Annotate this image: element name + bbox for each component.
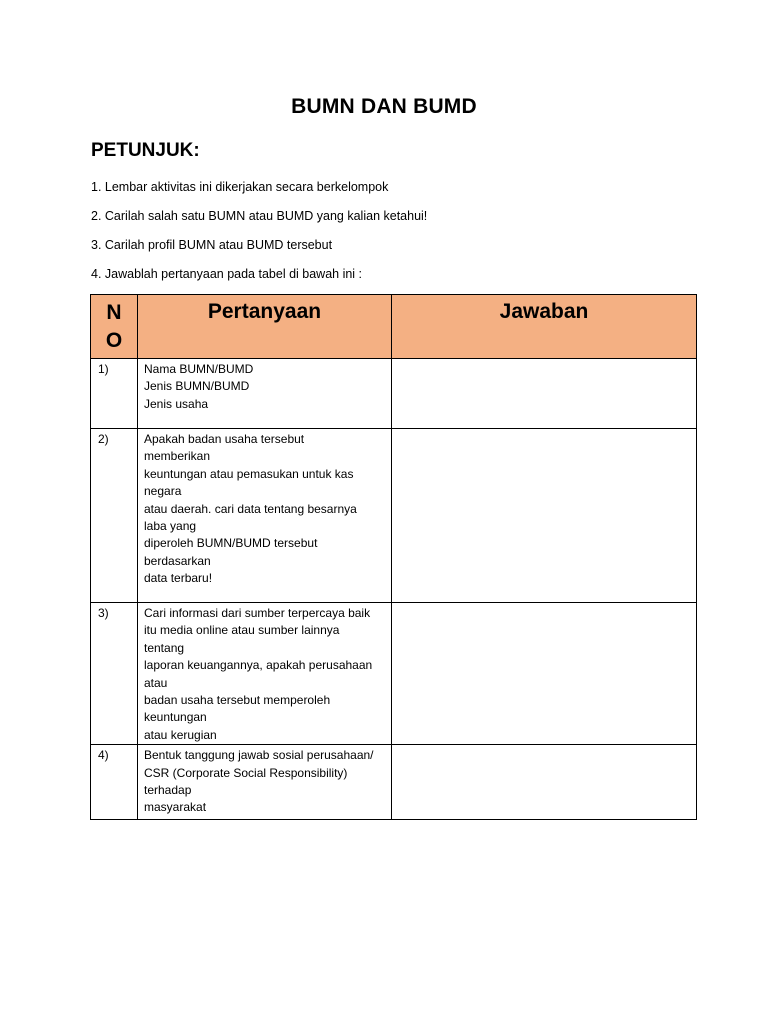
header-answer: Jawaban — [392, 295, 697, 359]
question-line: Jenis usaha — [144, 396, 209, 411]
row-number: 2) — [91, 429, 138, 603]
row-question — [138, 359, 392, 429]
question-line: atau kerugian — [144, 727, 217, 742]
table-row — [91, 359, 697, 429]
question-line: berdasarkan — [144, 553, 211, 568]
table-header-row — [91, 295, 697, 359]
question-line: laba yang — [144, 519, 197, 534]
instruction-1: 1. Lembar aktivitas ini dikerjakan secara berkelompok — [91, 180, 389, 194]
question-table — [90, 294, 697, 820]
answer-cell[interactable] — [392, 745, 697, 820]
row-number: 3) — [91, 603, 138, 745]
question-line: CSR (Corporate Social Responsibility) — [144, 765, 348, 780]
question-line: Bentuk tanggung jawab sosial perusahaan/ — [144, 748, 374, 763]
instruction-4: 4. Jawablah pertanyaan pada tabel di bawah ini : — [91, 267, 363, 281]
question-line: masyarakat — [144, 800, 207, 815]
question-line: tentang — [144, 640, 185, 655]
question-line: Jenis BUMN/BUMD — [144, 379, 250, 394]
answer-cell[interactable] — [392, 429, 697, 603]
header-no-line1: N — [106, 301, 122, 324]
question-line: keuntungan atau pemasukan untuk kas — [144, 466, 354, 481]
row-number: 1) — [91, 359, 138, 429]
header-no — [91, 295, 138, 359]
question-line: memberikan — [144, 449, 211, 464]
row-number: 4) — [91, 745, 138, 820]
header-question: Pertanyaan — [138, 295, 392, 359]
question-line: Nama BUMN/BUMD — [144, 362, 254, 376]
question-line: atau daerah. cari data tentang besarnya — [144, 501, 357, 516]
question-line: data terbaru! — [144, 571, 213, 586]
question-line: laporan keuangannya, apakah perusahaan — [144, 658, 373, 673]
question-line: terhadap — [144, 783, 192, 798]
row-question — [138, 429, 392, 603]
question-line: itu media online atau sumber lainnya — [144, 623, 340, 638]
question-line: Cari informasi dari sumber terpercaya baik — [144, 606, 371, 620]
table-row — [91, 745, 697, 820]
question-line: atau — [144, 675, 168, 690]
table-row — [91, 603, 697, 745]
instructions-heading: PETUNJUK: — [91, 140, 200, 161]
row-question — [138, 603, 392, 745]
instruction-3: 3. Carilah profil BUMN atau BUMD tersebut — [91, 238, 333, 252]
page-title: BUMN DAN BUMD — [291, 95, 477, 118]
answer-cell[interactable] — [392, 359, 697, 429]
question-line: badan usaha tersebut memperoleh — [144, 693, 331, 708]
answer-cell[interactable] — [392, 603, 697, 745]
header-no-line2: O — [105, 329, 123, 352]
row-question — [138, 745, 392, 820]
question-line: diperoleh BUMN/BUMD tersebut — [144, 536, 318, 551]
question-line: Apakah badan usaha tersebut — [144, 432, 305, 446]
instruction-2: 2. Carilah salah satu BUMN atau BUMD yang kalian ketahui! — [91, 209, 428, 223]
question-line: keuntungan — [144, 710, 207, 725]
table-row — [91, 429, 697, 603]
question-line: negara — [144, 484, 182, 499]
